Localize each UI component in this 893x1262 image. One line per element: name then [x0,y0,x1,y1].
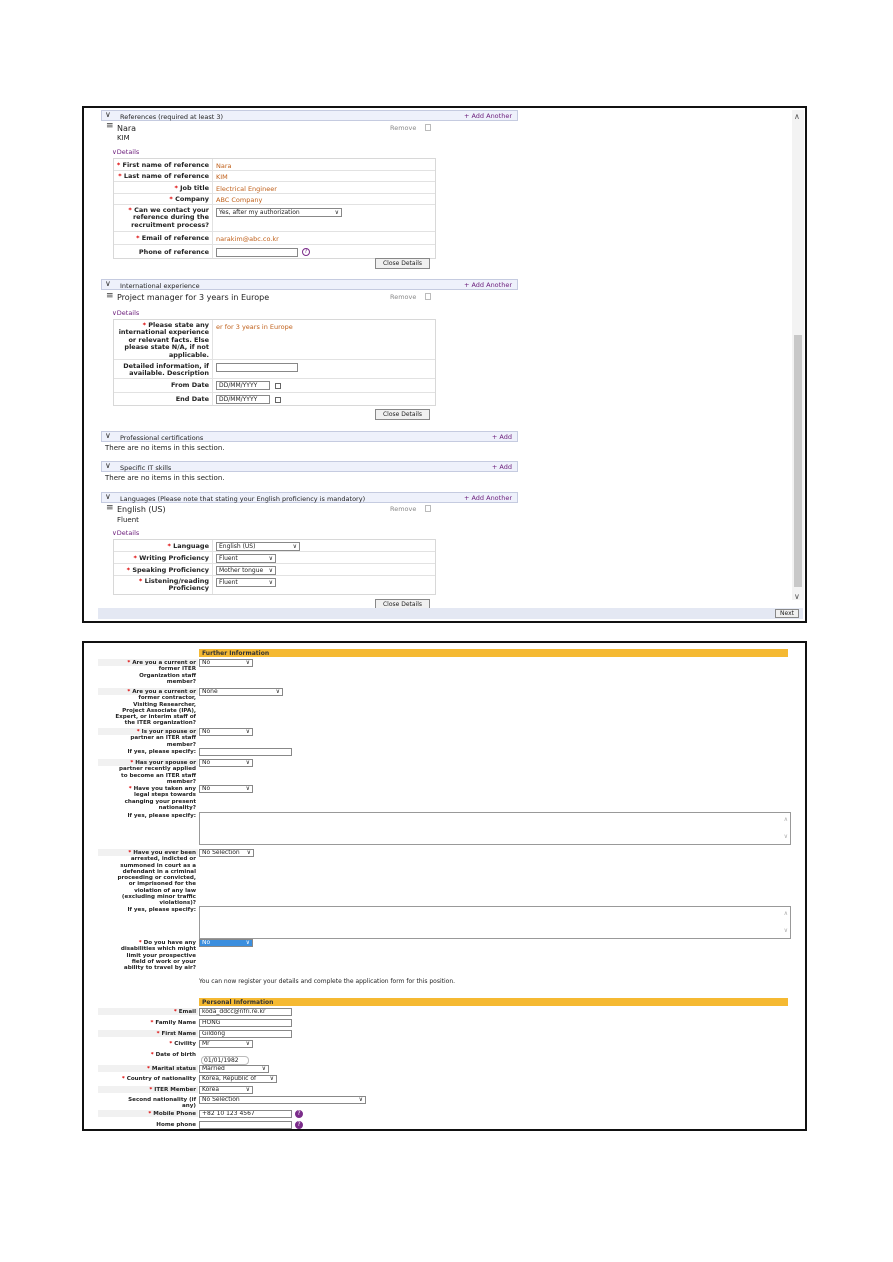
reference-entry-name: Nara [117,124,137,133]
certifications-header-title: Professional certifications [120,434,204,442]
marital-status-label: * Marital status [147,1066,196,1072]
table-row [114,194,435,205]
phone-reference-input[interactable] [216,248,298,257]
drag-handle-icon[interactable]: ≡ [106,503,114,513]
table-row [114,171,435,182]
references-add-another-link[interactable]: + Add Another [463,112,512,120]
second-nationality-label: Second nationality (if any) [128,1097,196,1110]
field-label: * Last name of reference [118,172,209,180]
table-row [114,393,435,407]
it-skills-empty-text: There are no items in this section. [105,474,225,482]
nationality-specify-label: If yes, please specify: [127,813,196,819]
detailed-information-input[interactable] [216,363,298,372]
drag-handle-icon[interactable]: ≡ [106,121,114,131]
contact-reference-select[interactable]: Yes, after my authorization ∨ [216,208,342,217]
home-phone-label: Home phone [156,1122,196,1128]
table-row [114,564,435,576]
table-row [114,576,435,596]
further-information-banner: Further Information [199,649,788,657]
references-section-header[interactable] [101,110,518,121]
register-notice-text: You can now register your details and complete the application form for this position. [199,978,456,985]
vertical-scrollbar[interactable] [792,110,804,600]
reference-entry-surname: KIM [117,134,130,142]
mobile-phone-label: * Mobile Phone [148,1111,196,1117]
it-skills-add-link[interactable]: + Add [491,463,512,471]
current-staff-label: * Are you a current or former ITER Organization staff member? [127,660,196,685]
spouse-applied-label: * Has your spouse or partner recently applied to become an ITER staff member? [119,760,196,785]
languages-add-another-link[interactable]: + Add Another [463,494,512,502]
language-details-table [113,539,436,595]
email-label: * Email [173,1009,196,1015]
field-label: Detailed information, if available. Description [123,362,209,378]
field-label: * Listening/reading Proficiency [138,577,209,593]
certifications-add-link[interactable]: + Add [491,433,512,441]
field-label: * First name of reference [116,161,209,169]
language-remove-link[interactable]: Remove [390,505,417,513]
certifications-empty-text: There are no items in this section. [105,444,225,452]
civility-label: * Civility [169,1041,196,1047]
disabilities-select[interactable]: No ∨ [199,939,253,947]
chevron-down-icon[interactable]: ∨ [105,110,111,119]
iter-member-select[interactable]: Korea ∨ [199,1086,253,1094]
certifications-section-header[interactable] [101,431,518,442]
field-label: * Job title [174,184,209,192]
next-button[interactable]: Next [775,609,799,618]
international-remove-link[interactable]: Remove [390,293,417,301]
company-value[interactable]: ABC Company [216,196,263,204]
language-entry-name: English (US) [117,505,166,514]
language-select[interactable]: English (US) ∨ [216,542,300,551]
international-details-table [113,319,436,406]
reference-remove-link[interactable]: Remove [390,124,417,132]
marital-status-select[interactable]: Married ∨ [199,1065,269,1073]
table-row [114,360,435,379]
date-of-birth-input[interactable]: 01/01/1982 [201,1056,249,1065]
field-label: * Writing Proficiency [133,554,209,562]
second-nationality-select[interactable]: No Selection ∨ [199,1096,366,1104]
field-label: * Can we contact your reference during the recruitment process? [128,206,209,229]
spouse-staff-select[interactable]: No ∨ [199,728,253,736]
writing-proficiency-select[interactable]: Fluent ∨ [216,554,276,563]
first-name-input[interactable]: Gildong [199,1030,292,1038]
field-label: End Date [175,395,209,403]
table-row [114,320,435,360]
close-details-button[interactable]: Close Details [375,599,430,610]
trash-icon[interactable] [425,293,431,300]
personal-information-banner: Personal Information [199,998,788,1006]
chevron-down-icon[interactable]: ∨ [105,431,111,440]
arrested-specify-textarea[interactable]: ∧ ∨ [199,906,791,939]
chevron-down-icon[interactable]: ∨ [105,461,111,470]
end-date-input[interactable]: DD/MM/YYYY [216,395,270,404]
contractor-select[interactable]: None ∨ [199,688,283,696]
arrested-label: * Have you ever been arrested, indicted or summoned in court as a defendant in a criminal proceeding or convicted, or imprisoned for the violation of any law (excluding minor traffic violations)? [117,850,196,906]
scroll-up-icon[interactable]: ∧ [794,112,800,121]
close-details-button[interactable]: Close Details [375,258,430,269]
civility-select[interactable]: Mr ∨ [199,1040,253,1048]
chevron-down-icon[interactable]: ∨ [105,279,111,288]
references-header-title: References (required at least 3) [120,113,224,121]
nationality-change-label: * Have you taken any legal steps towards changing your present nationality? [124,786,196,811]
family-name-input[interactable]: HONG [199,1019,292,1027]
help-icon[interactable]: ? [295,1110,303,1118]
iter-member-label: * ITER Member [149,1087,196,1093]
table-row [114,159,435,171]
reference-details-toggle[interactable]: ∨Details [112,148,140,156]
field-label: * Email of reference [136,234,209,242]
last-name-value[interactable]: KIM [216,173,228,181]
country-nationality-select[interactable]: Korea, Republic of ∨ [199,1075,277,1083]
international-add-another-link[interactable]: + Add Another [463,281,512,289]
field-label: * Company [169,195,209,203]
calendar-icon[interactable] [275,383,281,389]
table-row [114,182,435,194]
nationality-change-select[interactable]: No ∨ [199,785,253,793]
home-phone-input[interactable] [199,1121,292,1129]
drag-handle-icon[interactable]: ≡ [106,291,114,301]
spouse-specify-label: If yes, please specify: [127,749,196,755]
email-input[interactable]: koda_ddcc@nfri.re.kr [199,1008,292,1016]
first-name-value[interactable]: Nara [216,162,232,170]
current-staff-select[interactable]: No ∨ [199,659,253,667]
languages-header-title: Languages (Please note that stating your English proficiency is mandatory) [120,495,366,503]
language-entry-level: Fluent [117,516,139,524]
table-row [114,205,435,232]
scroll-down-icon[interactable]: ∨ [794,592,800,601]
email-reference-value[interactable]: narakim@abc.co.kr [216,235,279,243]
mobile-phone-input[interactable]: +82 10 123 4567 [199,1110,292,1118]
international-details-toggle[interactable]: ∨Details [112,309,140,317]
arrested-specify-label: If yes, please specify: [127,907,196,913]
field-label: * Speaking Proficiency [126,566,209,574]
date-of-birth-label: * Date of birth [150,1052,196,1058]
it-skills-section-header[interactable] [101,461,518,472]
field-label: * Language [167,542,209,550]
family-name-label: * Family Name [150,1020,196,1026]
speaking-proficiency-select[interactable]: Mother tongue ∨ [216,566,276,575]
arrested-select[interactable]: No Selection ∨ [199,849,254,857]
chevron-down-icon[interactable]: ∨ [105,492,111,501]
application-form-screenshot-bottom [82,641,807,1131]
job-title-value[interactable]: Electrical Engineer [216,185,277,193]
international-section-header[interactable] [101,279,518,290]
first-name-label: * First Name [156,1031,196,1037]
field-label: Phone of reference [138,248,209,256]
scrollbar-thumb[interactable] [794,335,802,587]
table-row [114,540,435,552]
spouse-specify-input[interactable] [199,748,292,756]
close-details-button[interactable]: Close Details [375,409,430,420]
international-header-title: International experience [120,282,200,290]
from-date-input[interactable]: DD/MM/YYYY [216,381,270,390]
spouse-applied-select[interactable]: No ∨ [199,759,253,767]
help-icon[interactable]: ? [302,248,310,256]
table-row [114,552,435,564]
field-label: From Date [170,381,209,389]
contractor-label: * Are you a current or former contractor, Visiting Researcher, Project Associate (IPA), Expert, or interim staff of the ITER organization? [115,689,196,727]
form-footer-bar [98,608,803,619]
calendar-icon[interactable] [275,397,281,403]
table-row [114,379,435,393]
help-icon[interactable]: ? [295,1121,303,1129]
trash-icon[interactable] [425,124,431,131]
reference-details-table [113,158,436,259]
international-experience-value[interactable]: er for 3 years in Europe [216,323,293,331]
field-label: * Please state any international experience or relevant facts. Else please state N/A, if not applicable. [118,321,209,359]
application-form-screenshot-top [82,106,807,623]
disabilities-label: * Do you have any disabilities which might limit your prospective field of work or your ability to travel by air? [120,940,196,971]
language-details-toggle[interactable]: ∨Details [112,529,140,537]
listening-proficiency-select[interactable]: Fluent ∨ [216,578,276,587]
international-entry-name: Project manager for 3 years in Europe [117,293,270,302]
spouse-staff-label: * Is your spouse or partner an ITER staff member? [130,729,196,748]
trash-icon[interactable] [425,505,431,512]
it-skills-header-title: Specific IT skills [120,464,172,472]
table-row [114,232,435,245]
country-nationality-label: * Country of nationality [121,1076,196,1082]
nationality-specify-textarea[interactable]: ∧ ∨ [199,812,791,845]
languages-section-header[interactable] [101,492,518,503]
